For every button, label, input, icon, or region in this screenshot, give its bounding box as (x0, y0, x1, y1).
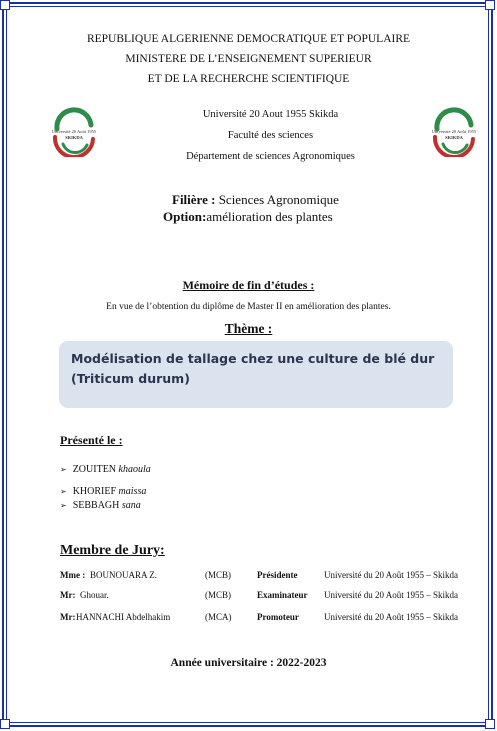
logo-city: SKIKDA (65, 135, 83, 140)
student-item (60, 464, 151, 475)
header-republic: REPUBLIQUE ALGERIENNE DEMOCRATIQUE ET POPULAIRE (86, 33, 411, 45)
jury-grade: (MCB) (205, 590, 232, 600)
logo-text: Université 20 Août 1955 (51, 129, 97, 134)
student-first-name: maissa (118, 486, 147, 497)
student-last-name: KHORIEF (72, 486, 117, 497)
border-corner (0, 0, 10, 10)
university-name: Université 20 Aout 1955 Skikda (202, 109, 339, 120)
logo-text: Université 20 Août 1955 (431, 129, 477, 134)
jury-title: Mme : (60, 570, 86, 580)
option-label: Option: (163, 209, 207, 224)
student-item (60, 486, 146, 497)
filiere-line (172, 192, 339, 208)
arrow-bullet-icon: ➢ (60, 465, 67, 474)
student-item (60, 500, 141, 511)
jury-label: Membre de Jury: (60, 543, 165, 558)
presented-label: Présenté le : (60, 433, 123, 447)
arrow-bullet-icon: ➢ (60, 501, 67, 510)
jury-row (60, 570, 480, 584)
arrow-bullet-icon: ➢ (60, 487, 67, 496)
department-name: Département de sciences Agronomiques (186, 151, 355, 162)
jury-affiliation: Université du 20 Août 1955 – Skikda (324, 570, 458, 580)
logo-city: SKIKDA (445, 135, 463, 140)
theme-label: Thème : (224, 321, 273, 336)
jury-role: Examinateur (257, 590, 308, 600)
jury-role: Promoteur (257, 612, 299, 622)
border-corner (485, 719, 495, 729)
faculty-name: Faculté des sciences (227, 130, 314, 141)
jury-grade: (MCB) (205, 570, 232, 580)
filiere-value: Sciences Agronomique (218, 192, 339, 207)
student-first-name: khaoula (118, 464, 151, 475)
student-last-name: SEBBAGH (72, 500, 120, 511)
theme-box (59, 341, 453, 408)
jury-title: Mr: (60, 590, 76, 600)
academic-year (0, 657, 497, 669)
jury-row (60, 590, 480, 604)
jury-affiliation: Université du 20 Août 1955 – Skikda (324, 612, 458, 622)
jury-name: Ghouar. (80, 590, 109, 600)
border-corner (0, 719, 10, 729)
academic-year-label: Année universitaire : (170, 657, 274, 669)
student-last-name: ZOUITEN (72, 464, 117, 475)
jury-name: BOUNOUARA Z. (90, 570, 158, 580)
filiere-label: Filière : (172, 192, 216, 207)
option-line (163, 209, 333, 225)
student-first-name: sana (121, 500, 141, 511)
jury-grade: (MCA) (205, 612, 232, 622)
academic-year-value: 2022-2023 (276, 657, 327, 669)
option-value: amélioration des plantes (206, 209, 333, 224)
jury-name: HANNACHI Abdelhakim (76, 612, 171, 622)
header-ministry: MINISTERE DE L’ENSEIGNEMENT SUPERIEUR (125, 53, 372, 65)
memoire-subtitle: En vue de l’obtention du diplôme de Master II en amélioration des plantes. (106, 302, 391, 312)
jury-affiliation: Université du 20 Août 1955 – Skikda (324, 590, 458, 600)
header-research: ET DE LA RECHERCHE SCIENTIFIQUE (147, 73, 350, 85)
theme-text: Modélisation de tallage chez une culture de blé dur (Triticum durum) (71, 351, 435, 386)
border-corner (485, 0, 495, 10)
jury-role: Présidente (257, 570, 298, 580)
jury-row (60, 612, 480, 626)
memoire-title: Mémoire de fin d’études : (182, 278, 315, 292)
jury-title: Mr: (60, 612, 76, 622)
